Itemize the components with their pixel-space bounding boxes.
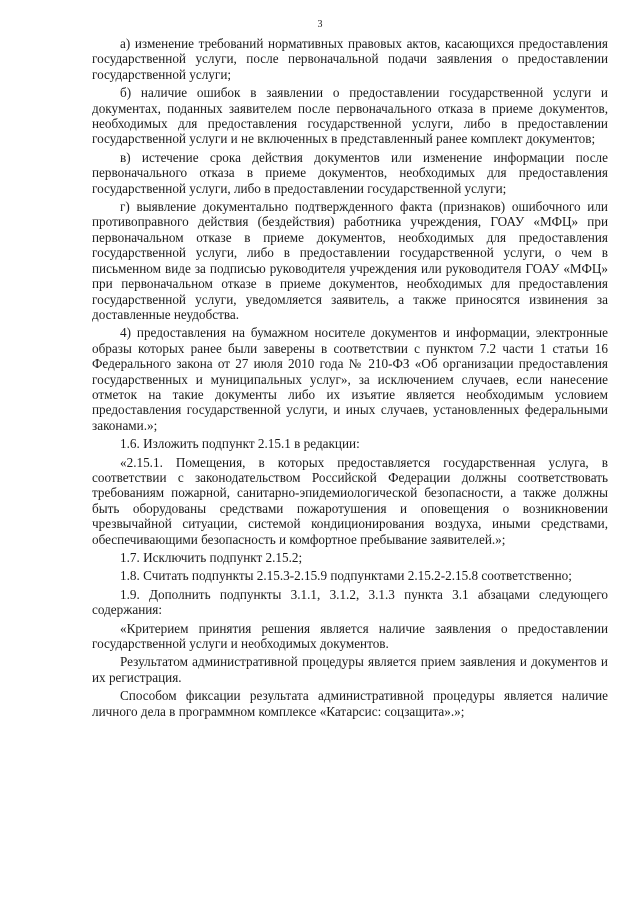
paragraph-1-7: 1.7. Исключить подпункт 2.15.2; [120,550,303,565]
paragraph-4: 4) предоставления на бумажном носителе документов и информации, электронные образы которых ранее были заверены в соответствии с пунктом 7.2 части 1 статьи 16 Федерального закона от 27 июля 2010 года № 210-ФЗ «Об организации предоставления государственных и муниципальных услуг», за исключением случаев, если нанесение отметок на такие документы либо их изъятие является необходимым условием предоставления государственной услуги, и иных случаев, установленных федеральными законами.»; [92,325,608,433]
paragraph-v: в) истечение срока действия документов или изменение информации после первоначального отказа в приеме документов, необходимых для предоставления государственной услуги, либо в предоставлении государственной услуги; [92,149,608,196]
document-body [92,36,608,719]
paragraph-1-8: 1.8. Считать подпункты 2.15.3-2.15.9 подпунктами 2.15.2-2.15.8 соответственно; [120,568,572,584]
paragraph-fixation: Способом фиксации результата административной процедуры является наличие личного дела в программном комплексе «Катарсис: соцзащита».»; [92,688,608,719]
paragraph-result: Результатом административной процедуры является прием заявления и документов и их регистрация. [92,654,608,685]
paragraph-b: б) наличие ошибок в заявлении о предоставлении государственной услуги и документах, поданных заявителем после первоначального отказа в приеме документов, необходимых для предоставления государственной услуги, либо в предоставлении государственной услуги и не включенных в представленный ранее комплект документов; [92,85,608,147]
paragraph-1-9: 1.9. Дополнить подпункты 3.1.1, 3.1.2, 3.1.3 пункта 3.1 абзацами следующего содержания: [92,586,608,618]
paragraph-a: а) изменение требований нормативных правовых актов, касающихся предоставления государственной услуги, после первоначальной подачи заявления о предоставлении государственной услуги; [92,36,608,82]
paragraph-g: г) выявление документально подтвержденного факта (признаков) ошибочного или противоправного действия (бездействия) работника учреждения, ГОАУ «МФЦ» при первоначальном отказе в приеме документов, необходимых для предоставления государственной услуги, либо в предоставлении государственной услуги, о чем в письменном виде за подписью руководителя учреждения или руководителя ГОАУ «МФЦ» при первоначальном отказе в приеме документов, необходимых для предоставления государственной услуги, уведомляется заявитель, а также приносятся извинения за доставленные неудобства. [92,199,608,322]
paragraph-1-6: 1.6. Изложить подпункт 2.15.1 в редакции: [120,436,360,452]
page-number: 3 [317,19,323,30]
paragraph-2-15-1: «2.15.1. Помещения, в которых предоставляется государственная услуга, в соответствии с законодательством Российской Федерации должны соответствовать требованиям пожарной, санитарно-эпидемиологической безопасности, а также должны быть оборудованы средствами пожаротушения и оповещения о возникновении чрезвычайной ситуации, системой кондиционирования воздуха, иными средствами, обеспечивающими безопасность и комфортное пребывание заявителей.»; [92,454,608,547]
paragraph-criterion: «Критерием принятия решения является наличие заявления о предоставлении государственной услуги и необходимых документов. [92,620,608,652]
